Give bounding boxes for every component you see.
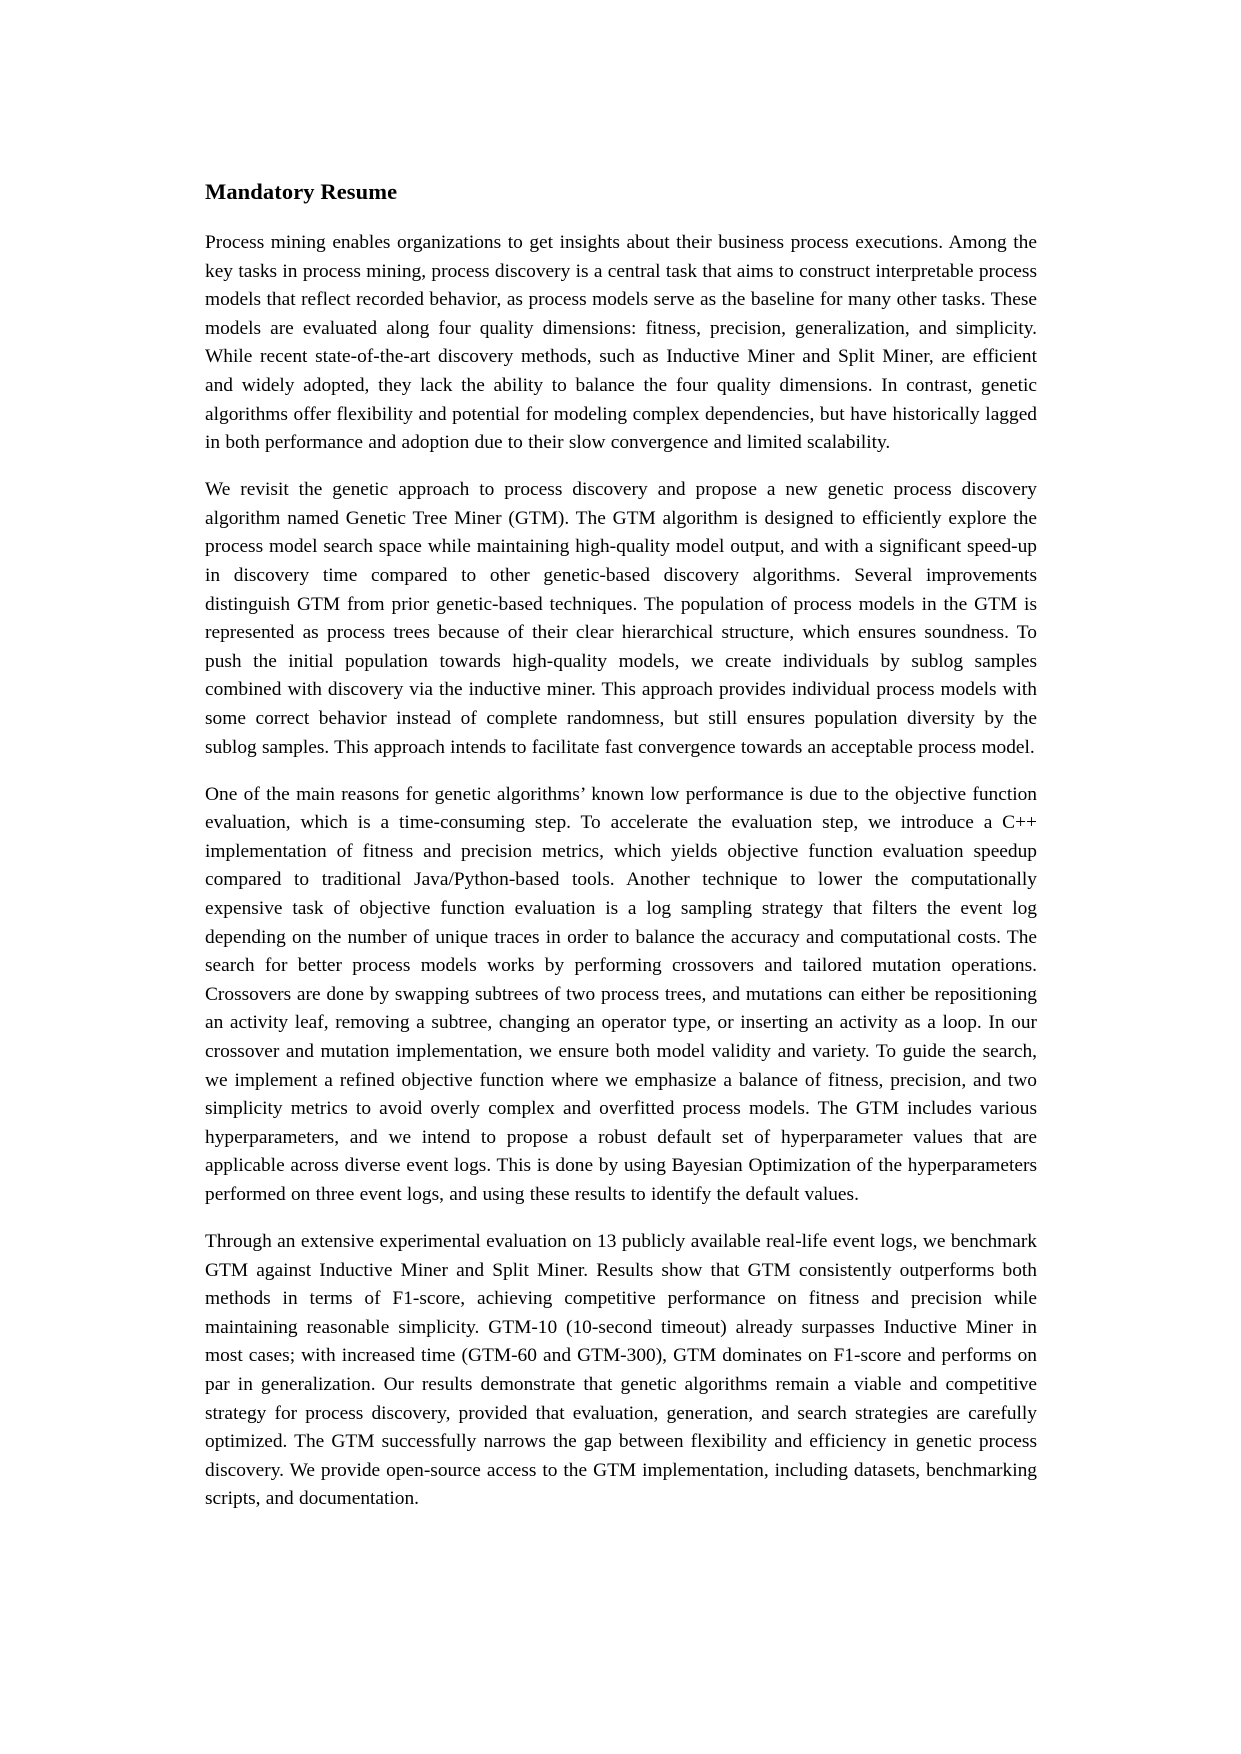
page-title: Mandatory Resume xyxy=(205,179,398,204)
abstract-paragraph-3: One of the main reasons for genetic algorithms’ known low performance is due to the objective function evaluation, which is a time-consuming step. To accelerate the evaluation step, we introduce a C++ implementation of fitness and precision metrics, which yields objective function evaluation speedup compared to traditional Java/Python-based tools. Another technique to lower the computationally expensive task of objective function evaluation is a log sampling strategy that filters the event log depending on the number of unique traces in order to balance the accuracy and computational costs. The search for better process models works by performing crossovers and tailored mutation operations. Crossovers are done by swapping subtrees of two process trees, and mutations can either be repositioning an activity leaf, removing a subtree, changing an operator type, or inserting an activity as a loop. In our crossover and mutation implementation, we ensure both model validity and variety. To guide the search, we implement a refined objective function where we emphasize a balance of fitness, precision, and two simplicity metrics to avoid overly complex and overfitted process models. The GTM includes various hyperparameters, and we intend to propose a robust default set of hyperparameter values that are applicable across diverse event logs. This is done by using Bayesian Optimization of the hyperparameters performed on three event logs, and using these results to identify the default values. xyxy=(205,783,1037,1205)
document-text-column xyxy=(205,178,1037,1514)
abstract-paragraph-2: We revisit the genetic approach to process discovery and propose a new genetic process discovery algorithm named Genetic Tree Miner (GTM). The GTM algorithm is designed to efficiently explore the process model search space while maintaining high-quality model output, and with a significant speed-up in discovery time compared to other genetic-based discovery algorithms. Several improvements distinguish GTM from prior genetic-based techniques. The population of process models in the GTM is represented as process trees because of their clear hierarchical structure, which ensures soundness. To push the initial population towards high-quality models, we create individuals by sublog samples combined with discovery via the inductive miner. This approach provides individual process models with some correct behavior instead of complete randomness, but still ensures population diversity by the sublog samples. This approach intends to facilitate fast convergence towards an acceptable process model. xyxy=(205,479,1037,758)
abstract-paragraph-4: Through an extensive experimental evaluation on 13 publicly available real-life event logs, we benchmark GTM against Inductive Miner and Split Miner. Results show that GTM consistently outperforms both methods in terms of F1-score, achieving competitive performance on fitness and precision while maintaining reasonable simplicity. GTM-10 (10-second timeout) already surpasses Inductive Miner in most cases; with increased time (GTM-60 and GTM-300), GTM dominates on F1-score and performs on par in generalization. Our results demonstrate that genetic algorithms remain a viable and competitive strategy for process discovery, provided that evaluation, generation, and search strategies are carefully optimized. The GTM successfully narrows the gap between flexibility and efficiency in genetic process discovery. We provide open-source access to the GTM implementation, including datasets, benchmarking scripts, and documentation. xyxy=(205,1231,1037,1510)
abstract-paragraph-1: Process mining enables organizations to get insights about their business process executions. Among the key tasks in process mining, process discovery is a central task that aims to construct interpretable process models that reflect recorded behavior, as process models serve as the baseline for many other tasks. These models are evaluated along four quality dimensions: fitness, precision, generalization, and simplicity. While recent state-of-the-art discovery methods, such as Inductive Miner and Split Miner, are efficient and widely adopted, they lack the ability to balance the four quality dimensions. In contrast, genetic algorithms offer flexibility and potential for modeling complex dependencies, but have historically lagged in both performance and adoption due to their slow convergence and limited scalability. xyxy=(205,232,1037,454)
